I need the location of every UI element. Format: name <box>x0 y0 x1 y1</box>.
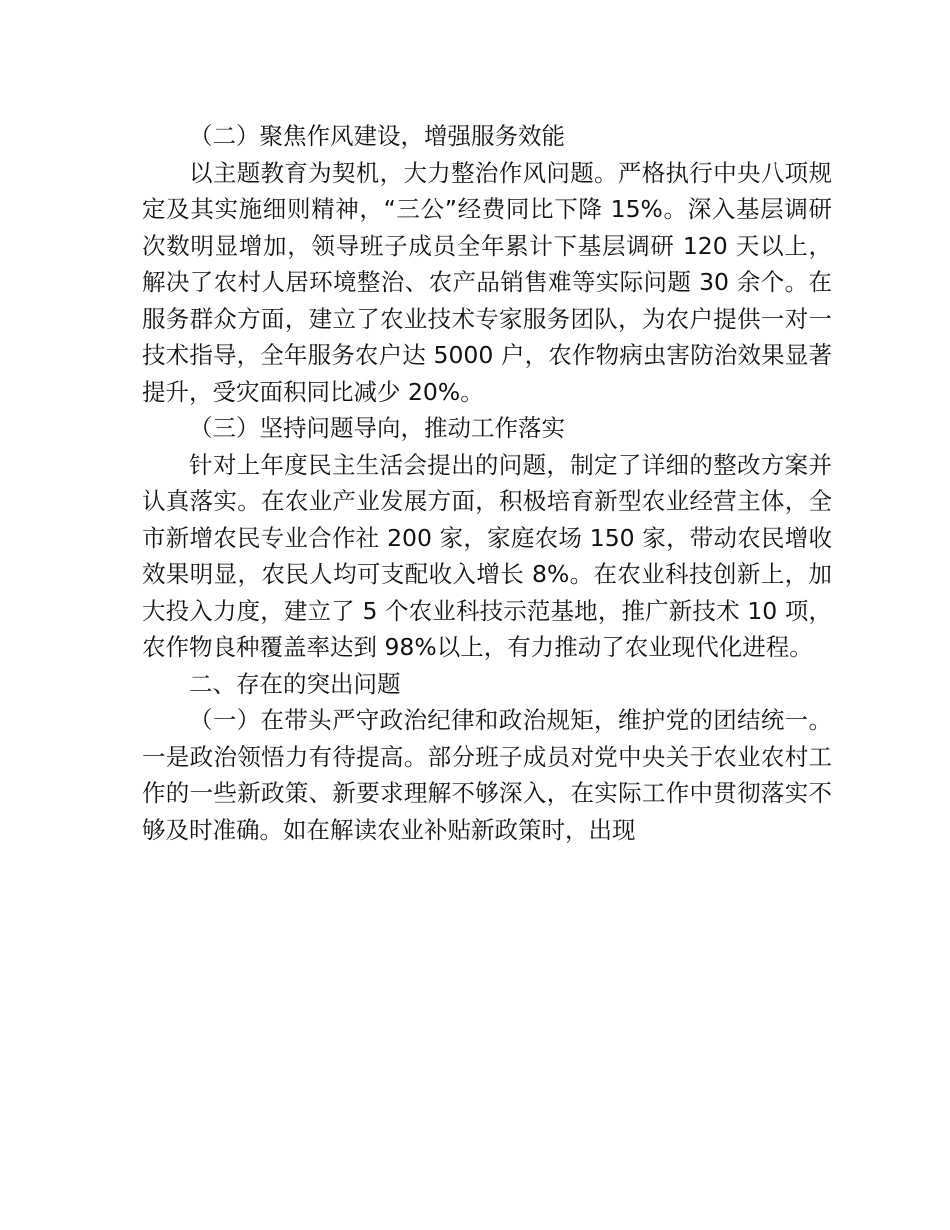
paragraph-problem-oriented: 针对上年度民主生活会提出的问题，制定了详细的整改方案并认真落实。在农业产业发展方面，积极培育新型农业经营主体，全市新增农民专业合作社 200 家，家庭农场 150 家，带动农民增收效果明显，农民人均可支配收入增长 8%。在农业科技创新上，加大投入力度，建立了 5 个农业科技示范基地，推广新技术 10 项，农作物良种覆盖率达到 98%以上，有力推动了农业现代化进程。 <box>142 450 832 661</box>
chapter-heading-problems: 二、存在的突出问题 <box>189 669 401 698</box>
paragraph-style-building: 以主题教育为契机，大力整治作风问题。严格执行中央八项规定及其实施细则精神，“三公”经费同比下降 15%。深入基层调研次数明显增加，领导班子成员全年累计下基层调研 120 天以上，解决了农村人居环境整治、农产品销售难等实际问题 30 余个。在服务群众方面，建立了农业技术专家服务团队，为农户提供一对一技术指导，全年服务农户达 5000 户，农作物病虫害防治效果显著提升，受灾面积同比减少 20%。 <box>142 158 832 406</box>
section-heading-style-building: （二）聚焦作风建设，增强服务效能 <box>189 122 565 150</box>
paragraph-political-discipline: （一）在带头严守政治纪律和政治规矩，维护党的团结统一。一是政治领悟力有待提高。部分班子成员对党中央关于农业农村工作的一些新政策、新要求理解不够深入，在实际工作中贯彻落实不够及时准确。如在解读农业补贴新政策时，出现 <box>142 706 832 844</box>
section-heading-problem-oriented: （三）坚持问题导向，推动工作落实 <box>189 414 565 442</box>
document-body <box>142 118 832 848</box>
